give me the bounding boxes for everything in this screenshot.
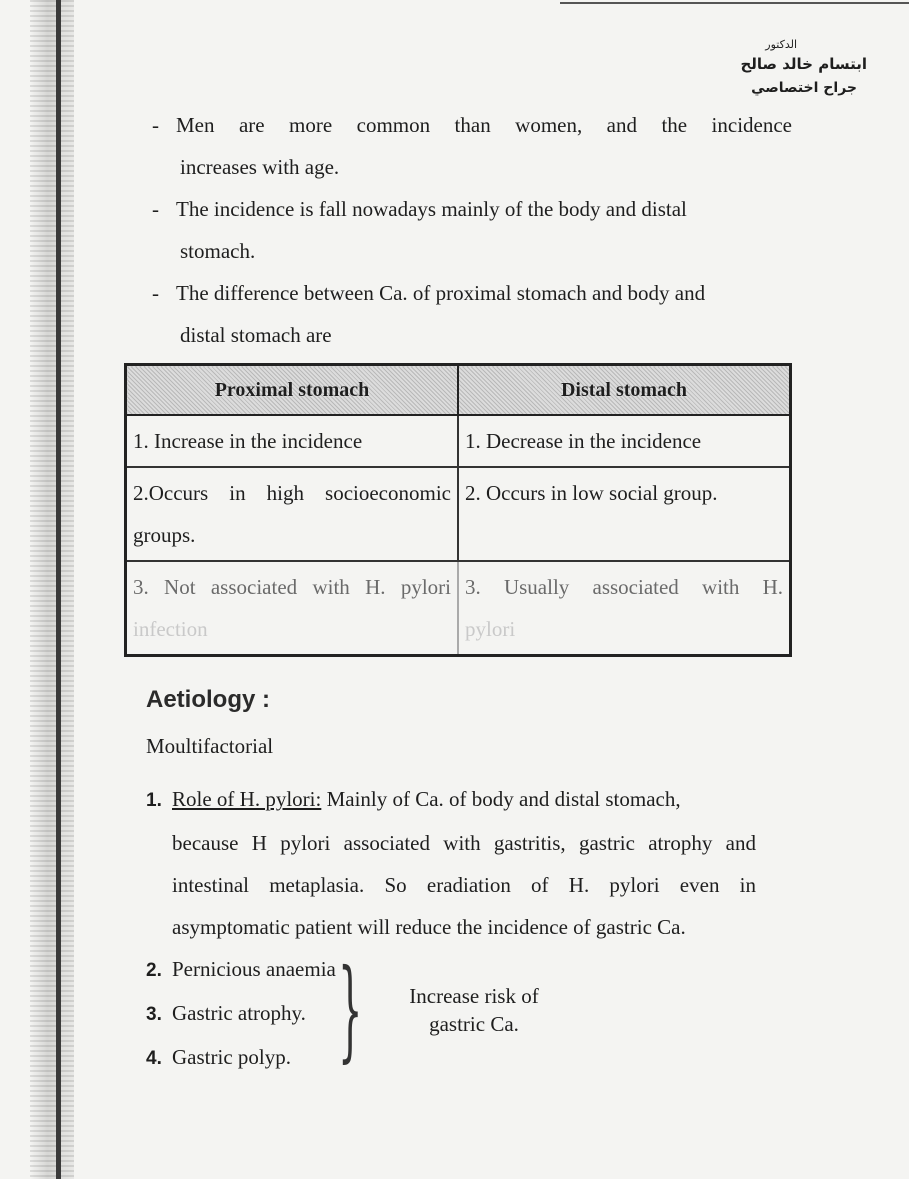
risk-note-line: gastric Ca.: [429, 1012, 519, 1036]
item-number: 1.: [146, 790, 162, 811]
cell-proximal: [126, 561, 459, 656]
table-row: [126, 415, 791, 467]
cell-proximal: 1. Increase in the incidence: [126, 415, 459, 467]
cell-text-line: 3. Usually associated with H.: [465, 575, 783, 599]
item-text: Gastric atrophy.: [172, 1001, 306, 1025]
author-name: ابتسام خالد صالح: [740, 55, 867, 73]
scan-binding-edge: [30, 0, 74, 1179]
scan-edge-line: [56, 0, 61, 1179]
table-row: [126, 467, 791, 561]
bullet-item: [152, 188, 792, 272]
arabic-author-stamp: [667, 38, 867, 100]
bullet-text: Men are more common than women, and the incidence: [176, 113, 792, 137]
bullet-text: The incidence is fall nowadays mainly of the body and distal: [176, 197, 687, 221]
cell-text-line: groups.: [133, 523, 196, 547]
bullet-dash: -: [152, 113, 159, 137]
table-row: [126, 561, 791, 656]
cell-distal: 1. Decrease in the incidence: [458, 415, 791, 467]
bullet-continuation: stomach.: [180, 239, 256, 263]
risk-note: [394, 982, 554, 1038]
item-number: 4.: [146, 1048, 162, 1069]
item-continuation: intestinal metaplasia. So eradiation of H. pylori even in: [172, 873, 756, 897]
list-item: [146, 778, 756, 948]
curly-brace-icon: }: [338, 945, 363, 1073]
table-header-row: [126, 365, 791, 416]
bullet-item: [152, 272, 792, 356]
cell-text-line: pylori: [465, 617, 516, 641]
bullet-continuation: increases with age.: [180, 155, 340, 179]
item-number: 2.: [146, 960, 162, 981]
header-proximal-stomach: Proximal stomach: [126, 365, 459, 416]
risk-note-line: Increase risk of: [409, 984, 539, 1008]
bullet-dash: -: [152, 281, 159, 305]
author-specialty: جراح اختصاصي: [751, 80, 857, 96]
item-text: Pernicious anaemia: [172, 957, 336, 981]
comparison-table: [124, 363, 792, 657]
aetiology-subheading: Moultifactorial: [146, 734, 274, 758]
header-distal-stomach: Distal stomach: [458, 365, 791, 416]
bullet-dash: -: [152, 197, 159, 221]
cell-distal: 2. Occurs in low social group.: [458, 467, 791, 561]
cell-proximal: [126, 467, 459, 561]
item-text: Mainly of Ca. of body and distal stomach,: [326, 787, 681, 811]
item-number: 3.: [146, 1004, 162, 1025]
bullet-item: [152, 104, 792, 188]
bullet-text: The difference between Ca. of proximal stomach and body and: [176, 281, 706, 305]
cell-distal: [458, 561, 791, 656]
item-continuation: because H pylori associated with gastritis, gastric atrophy and: [172, 831, 756, 855]
item-label: Role of H. pylori:: [172, 787, 322, 811]
list-item: [146, 1036, 756, 1080]
cell-text-line: 3. Not associated with H. pylori: [133, 575, 451, 599]
bullet-list: [152, 104, 792, 356]
cell-text-line: 2.Occurs in high socioeconomic: [133, 481, 451, 505]
author-title: الدكتور: [765, 38, 797, 51]
top-rule: [560, 2, 909, 4]
aetiology-heading: Aetiology :: [146, 686, 270, 713]
bullet-continuation: distal stomach are: [180, 323, 332, 347]
cell-text-line: infection: [133, 617, 208, 641]
item-continuation: asymptomatic patient will reduce the incidence of gastric Ca.: [172, 915, 686, 939]
item-text: Gastric polyp.: [172, 1045, 291, 1069]
